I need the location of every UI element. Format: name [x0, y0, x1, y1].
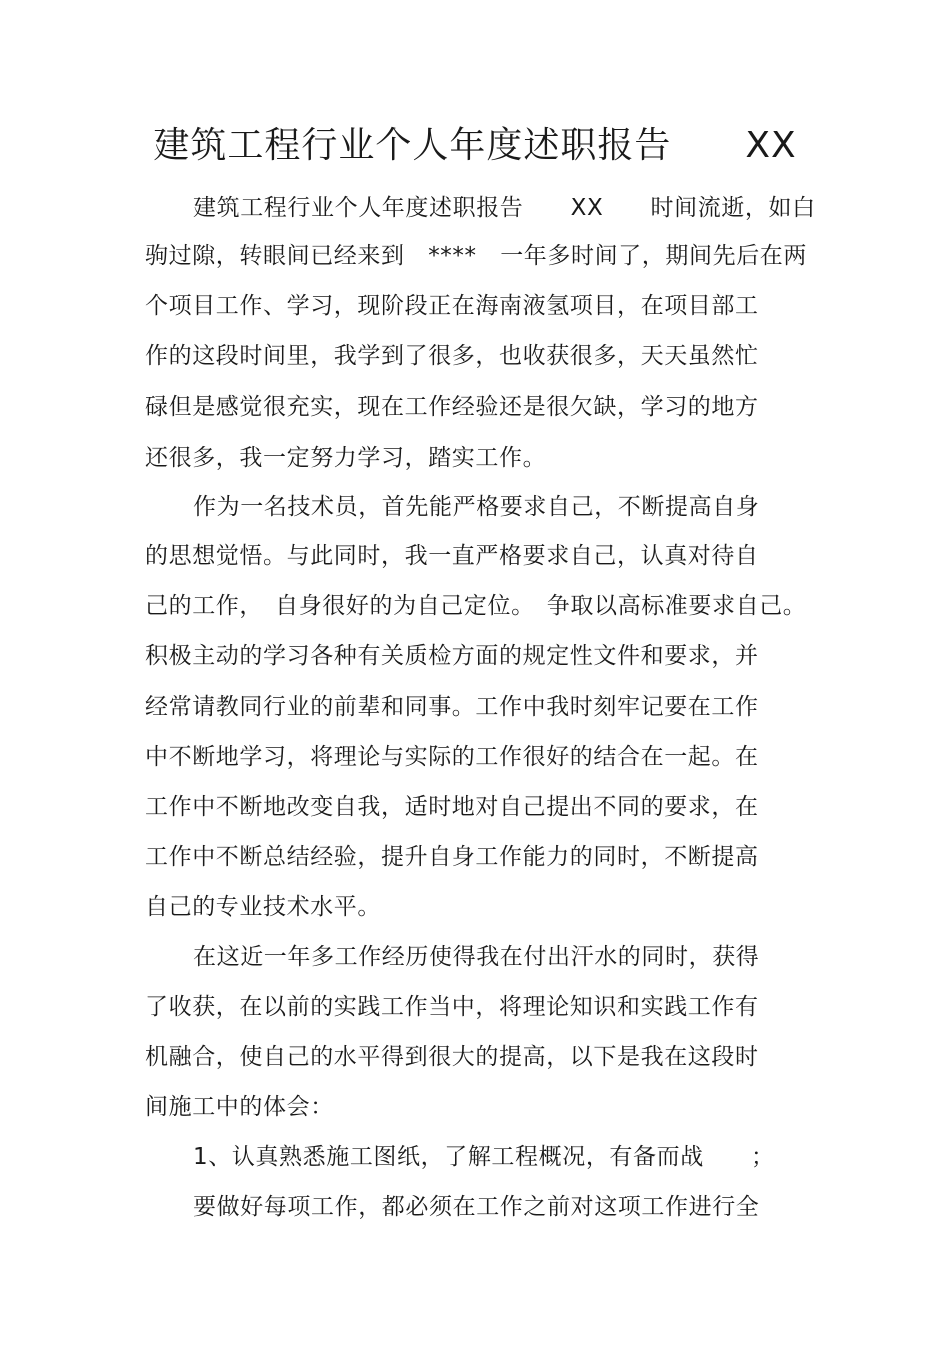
paragraph-line: 作为一名技术员，首先能严格要求自己，不断提高自身 — [193, 494, 760, 520]
paragraph-line: 要做好每项工作，都必须在工作之前对这项工作进行全 — [193, 1194, 760, 1220]
paragraph-line: 在这近一年多工作经历使得我在付出汗水的同时，获得 — [193, 944, 760, 970]
list-item-heading: 1、认真熟悉施工图纸，了解工程概况，有备而战 ； — [193, 1144, 775, 1170]
paragraph-line: 还很多，我一定努力学习，踏实工作。 — [145, 445, 547, 471]
paragraph-line: 工作中不断总结经验，提升自身工作能力的同时，不断提高 — [145, 844, 759, 870]
paragraph-line: 驹过隙，转眼间已经来到 **** 一年多时间了，期间先后在两 — [145, 243, 807, 269]
paragraph-line: 的思想觉悟。与此同时，我一直严格要求自己，认真对待自 — [145, 543, 759, 569]
paragraph-line: 中不断地学习，将理论与实际的工作很好的结合在一起。在 — [145, 744, 759, 770]
paragraph-line: 作的这段时间里，我学到了很多，也收获很多，天天虽然忙 — [145, 343, 759, 369]
paragraph-line: 己的工作， 自身很好的为自己定位。 争取以高标准要求自己。 — [145, 593, 807, 619]
paragraph-line: 机融合，使自己的水平得到很大的提高，以下是我在这段时 — [145, 1044, 759, 1070]
paragraph-line: 自己的专业技术水平。 — [145, 894, 381, 920]
paragraph-line: 经常请教同行业的前辈和同事。工作中我时刻牢记要在工作 — [145, 694, 759, 720]
paragraph-line: 建筑工程行业个人年度述职报告 XX 时间流逝，如白 — [193, 195, 816, 221]
document-title: 建筑工程行业个人年度述职报告 XX — [153, 125, 797, 166]
paragraph-line: 了收获，在以前的实践工作当中，将理论知识和实践工作有 — [145, 994, 759, 1020]
paragraph-line: 碌但是感觉很充实，现在工作经验还是很欠缺，学习的地方 — [145, 394, 759, 420]
paragraph-line: 工作中不断地改变自我，适时地对自己提出不同的要求，在 — [145, 794, 759, 820]
paragraph-line: 间施工中的体会： — [145, 1094, 334, 1120]
paragraph-line: 个项目工作、学习，现阶段正在海南液氢项目，在项目部工 — [145, 293, 759, 319]
paragraph-line: 积极主动的学习各种有关质检方面的规定性文件和要求，并 — [145, 643, 759, 669]
